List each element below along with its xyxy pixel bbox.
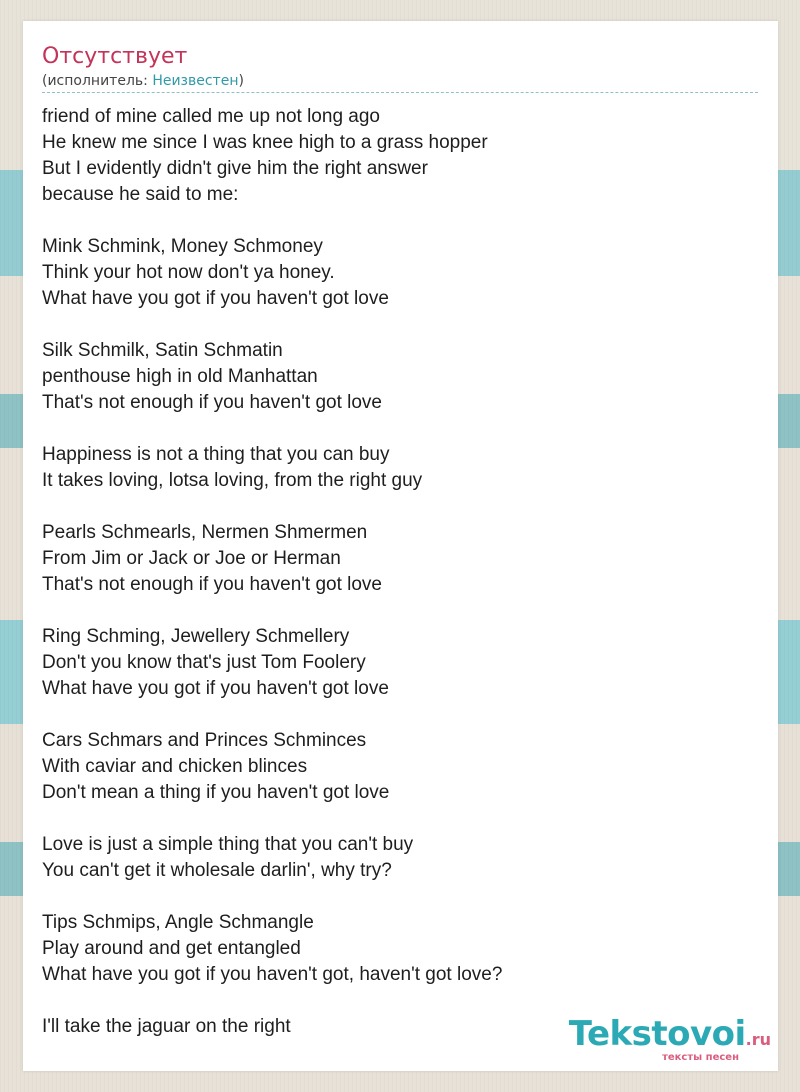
lyric-line: But I evidently didn't give him the right answer [42,158,428,179]
lyric-line: Think your hot now don't ya honey. [42,262,335,283]
logo-tagline: тексты песен [662,1052,739,1063]
lyric-line: With caviar and chicken blinces [42,756,308,777]
stanza-break [42,702,502,728]
lyric-line: Play around and get entangled [42,938,301,959]
stanza-break [42,416,502,442]
lyric-line: penthouse high in old Manhattan [42,366,318,387]
lyric-line: That's not enough if you haven't got love [42,574,382,595]
stanza-break [42,208,502,234]
stanza-break [42,598,502,624]
lyric-line: Ring Schming, Jewellery Schmellery [42,626,350,647]
site-logo[interactable] [569,1016,771,1070]
lyric-line: Love is just a simple thing that you can't buy [42,834,414,855]
stanza-break [42,312,502,338]
lyric-line: friend of mine called me up not long ago [42,106,380,127]
lyric-line: Don't mean a thing if you haven't got love [42,782,390,803]
lyric-line: You can't get it wholesale darlin', why try? [42,860,392,881]
lyric-line: What have you got if you haven't got love [42,288,389,309]
logo-tld: .ru [745,1030,771,1049]
artist-suffix: ) [238,73,244,89]
logo-name: Tekstovoi [568,1014,746,1054]
lyric-line: From Jim or Jack or Joe or Herman [42,548,341,569]
lyric-line: What have you got if you haven't got, haven't got love? [42,964,503,985]
lyric-line: It takes loving, lotsa loving, from the right guy [42,470,423,491]
lyric-line: Silk Schmilk, Satin Schmatin [42,340,283,361]
stanza-break [42,494,502,520]
stanza-break [42,806,502,832]
lyric-line: I'll take the jaguar on the right [42,1016,291,1037]
stanza-break [42,988,502,1014]
lyric-line: That's not enough if you haven't got love [42,392,382,413]
stanza-break [42,884,502,910]
artist-line [42,72,758,93]
lyric-line: Don't you know that's just Tom Foolery [42,652,366,673]
lyric-line: Happiness is not a thing that you can buy [42,444,390,465]
lyrics-card [23,21,778,1071]
song-title: Отсутствует [42,44,188,69]
artist-link[interactable]: Неизвестен [152,73,239,89]
artist-prefix: (исполнитель: [42,73,153,89]
lyric-line: Pearls Schmearls, Nermen Shmermen [42,522,368,543]
lyrics-text [42,104,502,1040]
lyric-line: Mink Schmink, Money Schmoney [42,236,323,257]
lyric-line: Tips Schmips, Angle Schmangle [42,912,314,933]
lyric-line: because he said to me: [42,184,239,205]
lyric-line: What have you got if you haven't got love [42,678,389,699]
lyric-line: He knew me since I was knee high to a grass hopper [42,132,488,153]
lyric-line: Cars Schmars and Princes Schminces [42,730,367,751]
